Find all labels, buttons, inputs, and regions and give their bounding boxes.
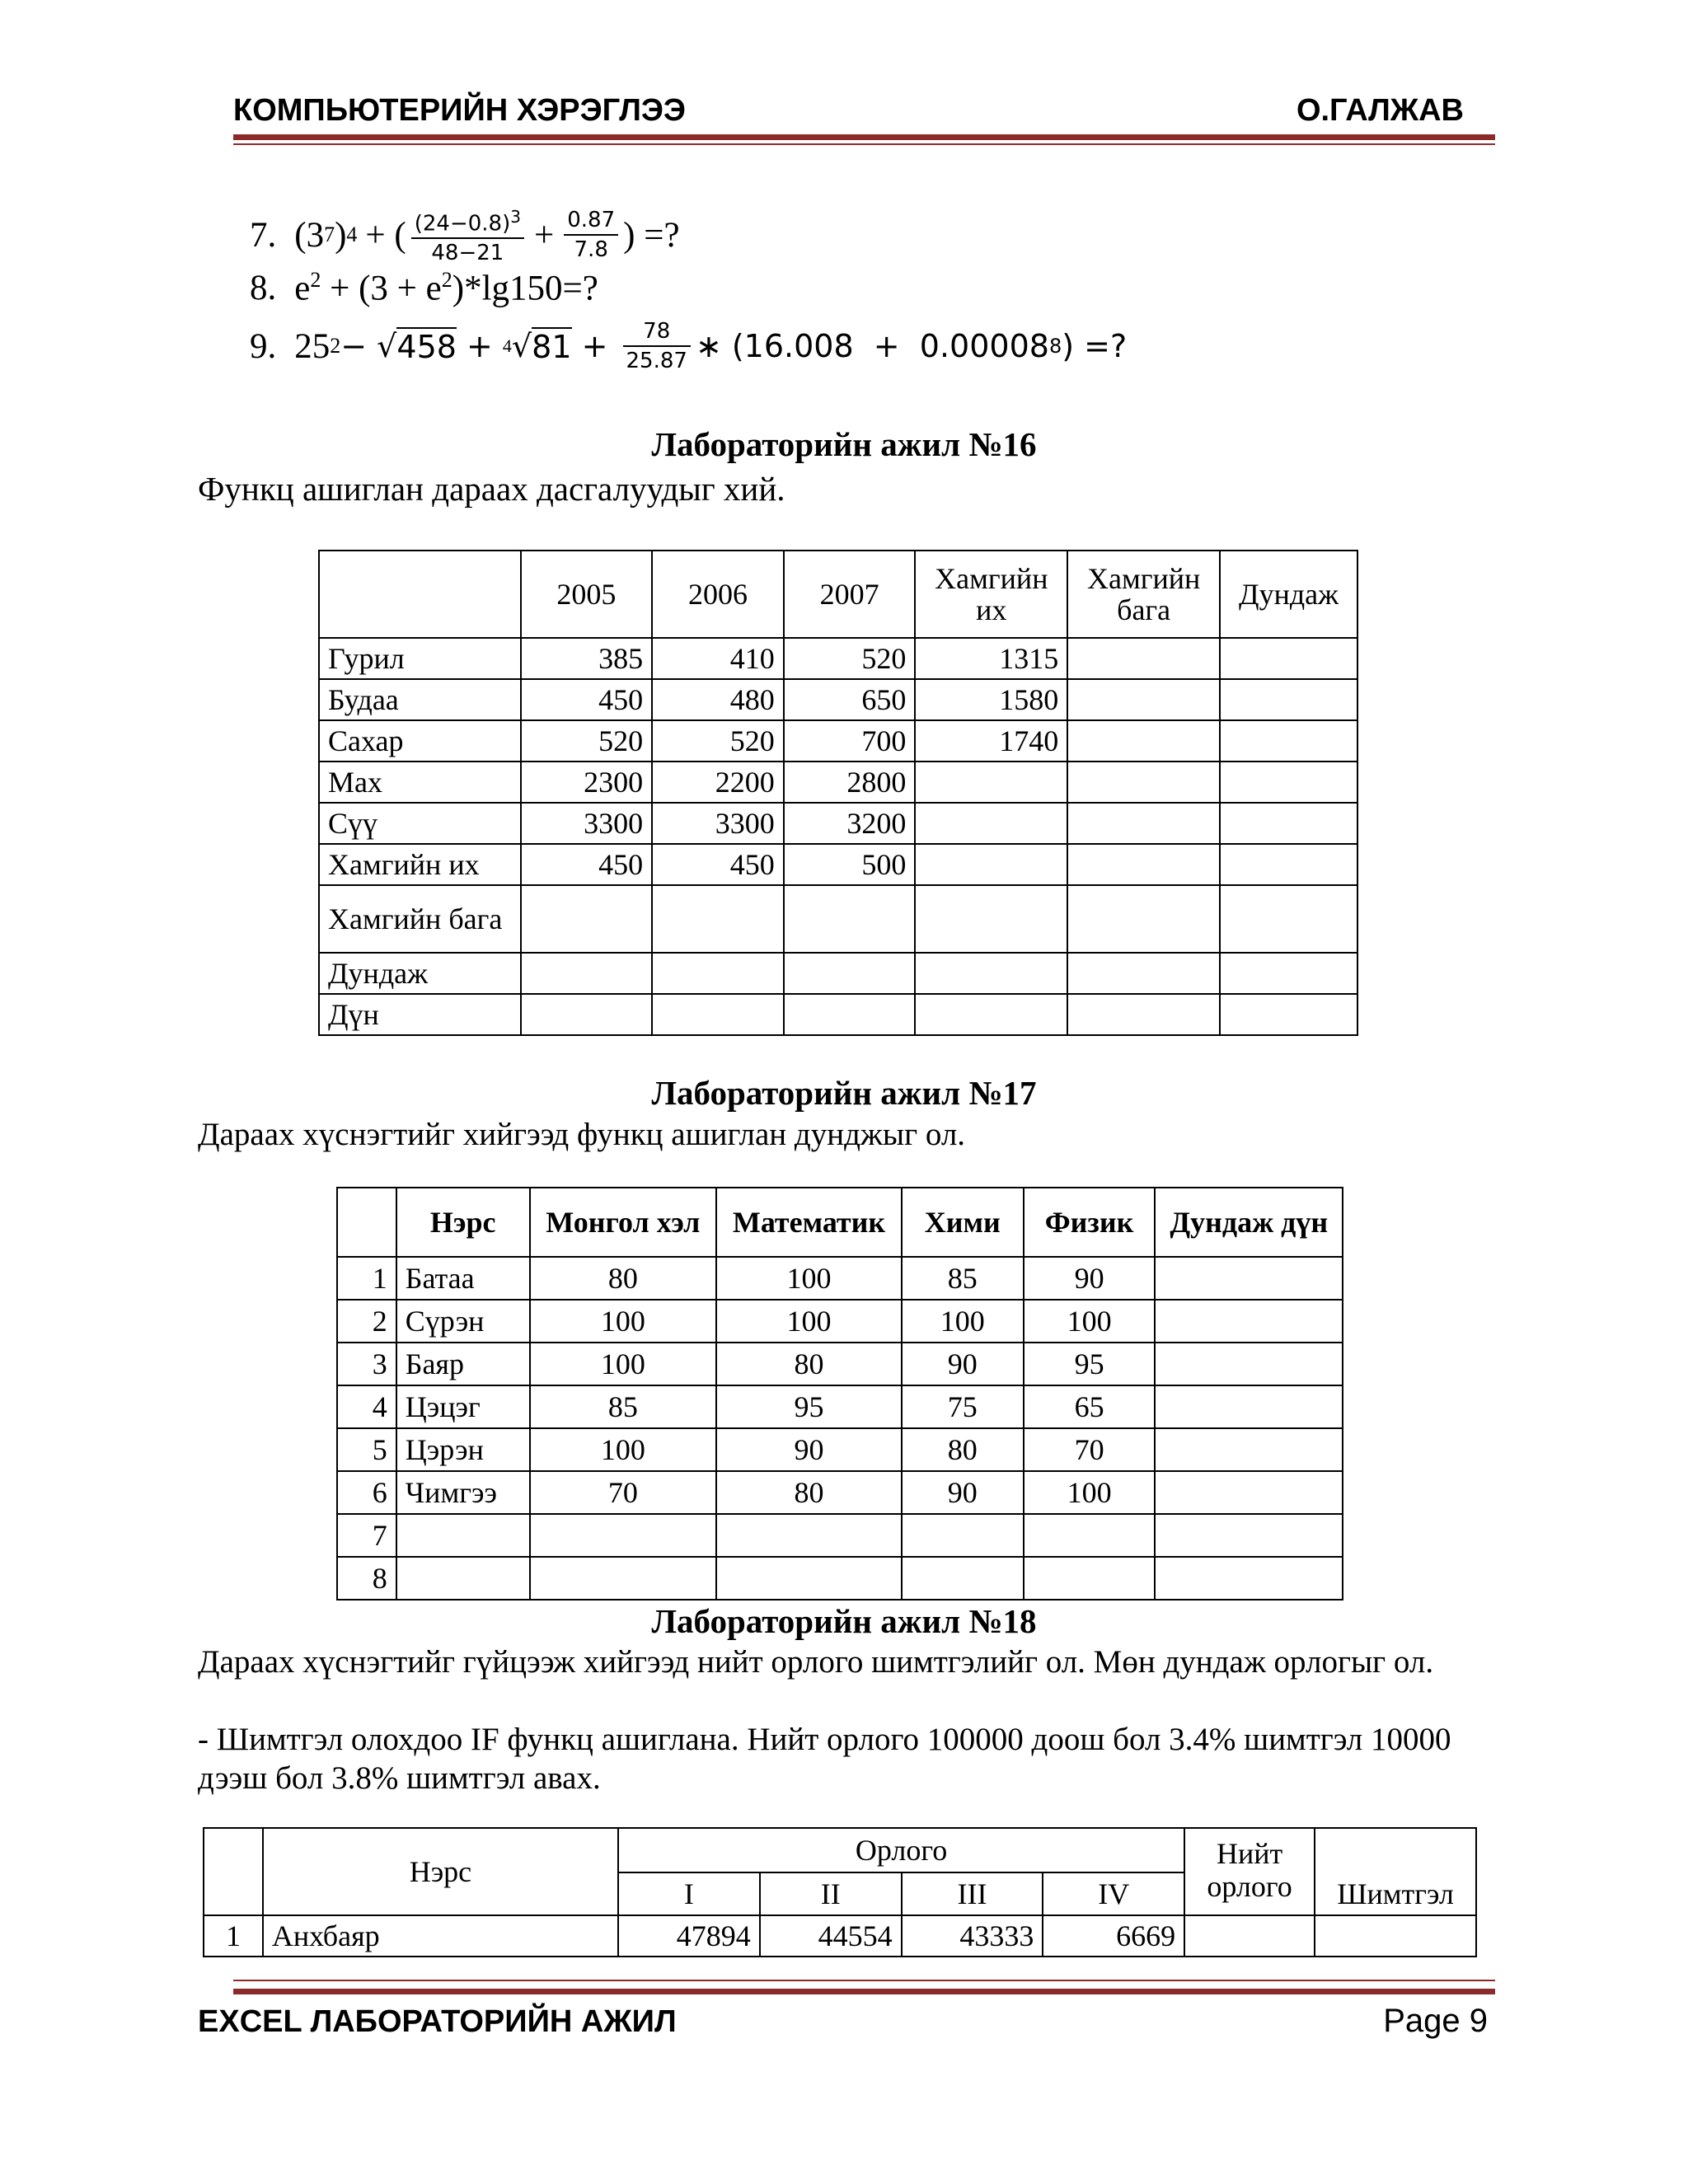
table-cell: 1	[204, 1915, 263, 1957]
fraction-3: $\frac{78}{25.87}$	[623, 317, 691, 375]
table-cell	[521, 885, 653, 953]
table-row	[319, 994, 1357, 1035]
table-row	[319, 679, 1357, 720]
table-cell	[1067, 994, 1220, 1035]
table-cell: 410	[652, 638, 784, 679]
header-author: О.ГАЛЖАВ	[1296, 93, 1464, 128]
header-rule	[233, 134, 1495, 140]
table-row	[337, 1343, 1343, 1385]
table-cell	[1067, 885, 1220, 953]
table-cell: 2800	[784, 762, 916, 803]
lab18-header-fee: Шимтгэл	[1315, 1828, 1476, 1915]
table-row	[337, 1300, 1343, 1343]
table-cell: 3300	[521, 803, 653, 844]
table-cell: 2300	[521, 762, 653, 803]
table-cell: 95	[1024, 1343, 1156, 1385]
lab18-quarter-header: IV	[1043, 1872, 1184, 1915]
lab18-header-row-1	[204, 1828, 1476, 1872]
table-cell: 385	[521, 638, 653, 679]
table-cell	[1155, 1428, 1343, 1471]
lab16-header-cell: 2005	[521, 551, 653, 638]
table-row	[319, 844, 1357, 885]
table-cell: 6669	[1043, 1915, 1184, 1957]
lab18-header-income: Орлого	[618, 1828, 1184, 1872]
table-cell	[1220, 844, 1357, 885]
lab17-header-cell: Монгол хэл	[530, 1188, 716, 1257]
equation-7: 7. (3 7 ) 4 + ( $\frac{(24-0.8)^3}{48-21}$ + $\frac{0.87}{7.8}$ ) =?	[250, 198, 680, 272]
table-cell	[1220, 953, 1357, 994]
footer-title: EXCEL ЛАБОРАТОРИЙН АЖИЛ	[198, 2004, 677, 2039]
table-row	[319, 720, 1357, 762]
table-cell: 100	[530, 1300, 716, 1343]
table-row	[337, 1428, 1343, 1471]
table-cell: 1580	[915, 679, 1067, 720]
table-row	[319, 803, 1357, 844]
footer-rule-thin	[233, 1980, 1495, 1981]
table-cell	[1155, 1471, 1343, 1514]
table-cell	[396, 1557, 530, 1600]
table-cell	[902, 1514, 1024, 1557]
table-row	[337, 1514, 1343, 1557]
table-cell	[1024, 1557, 1156, 1600]
table-cell	[1315, 1915, 1476, 1957]
table-cell: 2	[337, 1300, 396, 1343]
table-cell: Сүрэн	[396, 1300, 530, 1343]
table-cell	[1024, 1514, 1156, 1557]
table-cell: 43333	[902, 1915, 1043, 1957]
table-row	[337, 1257, 1343, 1300]
table-cell	[1155, 1343, 1343, 1385]
lab16-header-cell: Дундаж	[1220, 551, 1357, 638]
table-cell: 7	[337, 1514, 396, 1557]
table-cell: 100	[716, 1300, 902, 1343]
table-row	[337, 1471, 1343, 1514]
table-cell: Будаа	[319, 679, 521, 720]
table-cell: Гурил	[319, 638, 521, 679]
lab16-title: Лабораторийн ажил №16	[651, 425, 1037, 463]
header-rule-thin	[233, 143, 1495, 145]
table-cell: 70	[530, 1471, 716, 1514]
table-cell: 80	[530, 1257, 716, 1300]
table-cell	[915, 844, 1067, 885]
lab16-header-cell: 2007	[784, 551, 916, 638]
lab16-instruction: Функц ашиглан дараах дасгалуудыг хий.	[198, 470, 785, 508]
table-cell	[652, 994, 784, 1035]
table-cell	[915, 803, 1067, 844]
table-row	[337, 1385, 1343, 1428]
table-cell	[1220, 638, 1357, 679]
table-cell	[521, 994, 653, 1035]
table-cell: Дундаж	[319, 953, 521, 994]
table-cell	[716, 1514, 902, 1557]
table-row	[319, 762, 1357, 803]
table-row	[319, 953, 1357, 994]
lab18-quarter-header: I	[618, 1872, 760, 1915]
table-cell: Хамгийн бага	[319, 885, 521, 953]
table-cell: Чимгээ	[396, 1471, 530, 1514]
table-cell: 90	[902, 1471, 1024, 1514]
table-cell: 2200	[652, 762, 784, 803]
table-cell: 90	[1024, 1257, 1156, 1300]
table-cell: 80	[716, 1343, 902, 1385]
page-number: Page 9	[1383, 2003, 1488, 2039]
table-cell	[1220, 803, 1357, 844]
table-cell	[915, 953, 1067, 994]
lab16-table	[318, 550, 1358, 1036]
lab16-header-cell: 2006	[652, 551, 784, 638]
table-cell: 3300	[652, 803, 784, 844]
lab18-paragraph-1: Дараах хүснэгтийг гүйцээж хийгээд нийт орлого шимтгэлийг ол. Мөн дундаж орлогыг ол.	[198, 1644, 1434, 1680]
table-cell: 4	[337, 1385, 396, 1428]
table-cell	[1067, 953, 1220, 994]
table-cell	[1155, 1257, 1343, 1300]
table-cell	[521, 953, 653, 994]
table-cell: 520	[521, 720, 653, 762]
table-cell: 70	[1024, 1428, 1156, 1471]
table-cell: 650	[784, 679, 916, 720]
table-cell	[902, 1557, 1024, 1600]
equation-9: 9. 25 2 − √ 458 + 4 √ 81 + $\frac{78}{25.87}$ ∗ (16.008 + 0.00008 8 ) =?	[250, 319, 1128, 373]
header-title: КОМПЬЮТЕРИЙН ХЭРЭГЛЭЭ	[233, 93, 686, 128]
table-cell: 90	[902, 1343, 1024, 1385]
table-cell	[1155, 1514, 1343, 1557]
lab17-instruction: Дараах хүснэгтийг хийгээд функц ашиглан дунджыг ол.	[198, 1117, 966, 1152]
table-cell: 80	[902, 1428, 1024, 1471]
table-cell: Хамгийн их	[319, 844, 521, 885]
table-cell: 480	[652, 679, 784, 720]
table-cell	[1220, 994, 1357, 1035]
fraction-1: $\frac{(24-0.8)^3}{48-21}$	[411, 203, 524, 268]
lab17-header-cell: Математик	[716, 1188, 902, 1257]
table-cell: 80	[716, 1471, 902, 1514]
table-cell: 85	[902, 1257, 1024, 1300]
table-cell	[1220, 720, 1357, 762]
table-cell: 500	[784, 844, 916, 885]
table-cell: 65	[1024, 1385, 1156, 1428]
lab17-header-cell: Нэрс	[396, 1188, 530, 1257]
lab18-header-cell	[204, 1828, 263, 1915]
table-cell	[1155, 1557, 1343, 1600]
table-cell	[1220, 762, 1357, 803]
table-cell	[652, 953, 784, 994]
lab18-table	[203, 1827, 1477, 1957]
lab18-paragraph-2: - Шимтгэл олохдоо IF функц ашиглана. Нийт орлого 100000 доош бол 3.4% шимтгэл 10000 дээш бол 3.8% шимтгэл авах.	[198, 1722, 1451, 1796]
table-cell: 100	[1024, 1471, 1156, 1514]
table-cell	[530, 1557, 716, 1600]
table-cell: Баяр	[396, 1343, 530, 1385]
table-cell: 520	[784, 638, 916, 679]
table-cell	[1067, 803, 1220, 844]
table-row	[319, 638, 1357, 679]
table-cell: 95	[716, 1385, 902, 1428]
table-row	[204, 1915, 1476, 1957]
table-cell	[784, 994, 916, 1035]
table-cell: 450	[652, 844, 784, 885]
lab16-header-cell: Хамгийн бага	[1067, 551, 1220, 638]
equation-8: 8. $e^2 + (3 + e^2)*\lg 150=$?	[250, 268, 598, 308]
table-cell	[915, 994, 1067, 1035]
lab16-header-cell: Хамгийн их	[915, 551, 1067, 638]
table-cell	[396, 1514, 530, 1557]
lab18-title: Лабораторийн ажил №18	[651, 1602, 1037, 1640]
table-cell: 520	[652, 720, 784, 762]
lab16-header-row	[319, 551, 1357, 638]
table-cell: 100	[530, 1343, 716, 1385]
table-cell	[1155, 1385, 1343, 1428]
table-cell: 450	[521, 844, 653, 885]
lab16-header-cell	[319, 551, 521, 638]
table-cell: 90	[716, 1428, 902, 1471]
table-cell: 5	[337, 1428, 396, 1471]
table-cell: Цэцэг	[396, 1385, 530, 1428]
lab17-title: Лабораторийн ажил №17	[651, 1074, 1037, 1112]
table-cell	[1067, 638, 1220, 679]
table-cell: 6	[337, 1471, 396, 1514]
table-cell	[1067, 720, 1220, 762]
table-cell: Дүн	[319, 994, 521, 1035]
table-cell	[1184, 1915, 1315, 1957]
table-cell: 1740	[915, 720, 1067, 762]
lab17-header-cell: Физик	[1024, 1188, 1156, 1257]
table-cell	[1067, 679, 1220, 720]
table-cell: 100	[716, 1257, 902, 1300]
table-cell: Сахар	[319, 720, 521, 762]
lab17-header-row	[337, 1188, 1343, 1257]
table-cell: 47894	[618, 1915, 760, 1957]
table-cell: 3	[337, 1343, 396, 1385]
lab18-header-name: Нэрс	[263, 1828, 618, 1915]
lab18-header-total: Нийт орлого	[1184, 1828, 1315, 1915]
lab18-quarter-header: II	[760, 1872, 902, 1915]
table-cell	[1220, 679, 1357, 720]
table-cell: 450	[521, 679, 653, 720]
table-cell	[530, 1514, 716, 1557]
lab17-header-cell: Дундаж дүн	[1155, 1188, 1343, 1257]
table-cell	[915, 885, 1067, 953]
lab17-header-cell	[337, 1188, 396, 1257]
table-cell	[716, 1557, 902, 1600]
table-cell: Батаа	[396, 1257, 530, 1300]
table-cell	[915, 762, 1067, 803]
table-row	[319, 885, 1357, 953]
table-cell	[1067, 762, 1220, 803]
table-cell: 85	[530, 1385, 716, 1428]
table-cell: 100	[1024, 1300, 1156, 1343]
table-cell: Сүү	[319, 803, 521, 844]
table-row	[337, 1557, 1343, 1600]
table-cell: 44554	[760, 1915, 902, 1957]
table-cell: 1315	[915, 638, 1067, 679]
table-cell: Анхбаяр	[263, 1915, 618, 1957]
lab17-header-cell: Хими	[902, 1188, 1024, 1257]
table-cell	[1155, 1300, 1343, 1343]
table-cell: 100	[530, 1428, 716, 1471]
footer-rule	[233, 1989, 1495, 1994]
table-cell: Цэрэн	[396, 1428, 530, 1471]
lab17-table	[336, 1187, 1343, 1601]
table-cell	[1067, 844, 1220, 885]
table-cell: 8	[337, 1557, 396, 1600]
table-cell: 75	[902, 1385, 1024, 1428]
lab18-quarter-header: III	[902, 1872, 1043, 1915]
table-cell	[784, 885, 916, 953]
table-cell: Мах	[319, 762, 521, 803]
table-cell	[652, 885, 784, 953]
table-cell: 100	[902, 1300, 1024, 1343]
fraction-2: $\frac{0.87}{7.8}$	[564, 206, 618, 264]
table-cell	[1220, 885, 1357, 953]
table-cell: 1	[337, 1257, 396, 1300]
table-cell	[784, 953, 916, 994]
table-cell: 3200	[784, 803, 916, 844]
table-cell: 700	[784, 720, 916, 762]
